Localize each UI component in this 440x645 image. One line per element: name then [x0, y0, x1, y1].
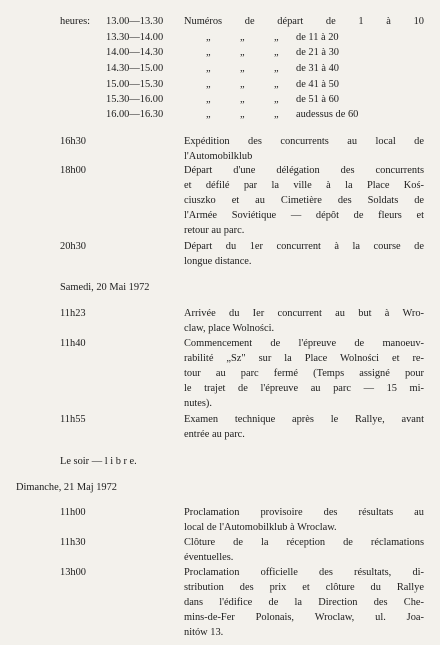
- ditto-mark: „: [240, 94, 245, 105]
- event-time: 11h55: [60, 414, 86, 425]
- departure-time-5: 15.00—15.30: [106, 79, 164, 90]
- departure-range-3: de 21 à 30: [296, 47, 339, 58]
- event-description-line: entrée au parc.: [184, 429, 245, 440]
- day-heading-sunday: Dimanche, 21 Maj 1972: [16, 482, 117, 493]
- departure-range-1: Numéros de départ de 1 à 10: [184, 16, 424, 27]
- heures-label: heures:: [60, 16, 91, 27]
- departure-range-4: de 31 à 40: [296, 63, 339, 74]
- ditto-mark: „: [274, 47, 279, 58]
- event-time: 18h00: [60, 165, 86, 176]
- departure-time-3: 14.00—14.30: [106, 47, 164, 58]
- event-time: 20h30: [60, 241, 86, 252]
- ditto-mark: „: [240, 109, 245, 120]
- ditto-mark: „: [240, 32, 245, 43]
- event-time: 11h00: [60, 507, 86, 518]
- ditto-mark: „: [206, 32, 211, 43]
- departure-range-2: de 11 à 20: [296, 32, 339, 43]
- departure-time-4: 14.30—15.00: [106, 63, 164, 74]
- event-description-line: l'Automobilklub: [184, 151, 253, 162]
- event-description: Clôture de la réception de réclamations: [184, 537, 424, 548]
- event-description-line: local de l'Automobilklub à Wroclaw.: [184, 522, 337, 533]
- event-description-line: nitów 13.: [184, 627, 224, 638]
- ditto-mark: „: [206, 109, 211, 120]
- ditto-mark: „: [206, 47, 211, 58]
- event-description: Commencement de l'épreuve de manoeuv- rabilité „Sz" sur la Place Wolności et re- tour au parc fermé (Temps assigné pour le trajet de l'épreuve au parc — 15 mi-: [184, 338, 424, 394]
- departure-range-6: de 51 à 60: [296, 94, 339, 105]
- ditto-mark: „: [274, 63, 279, 74]
- event-time: 11h40: [60, 338, 86, 349]
- ditto-mark: „: [206, 79, 211, 90]
- event-description: Départ d'une délégation des concurrents et défilé par la ville à la Place Koś- ciuszko et au Cimetière des Soldats de l'Armée Soviétique — dépôt de fleurs et: [184, 165, 424, 221]
- evening-note: Le soir — l i b r e.: [60, 456, 137, 467]
- ditto-mark: „: [240, 63, 245, 74]
- ditto-mark: „: [206, 94, 211, 105]
- day-heading-saturday: Samedi, 20 Mai 1972: [60, 282, 150, 293]
- ditto-mark: „: [240, 79, 245, 90]
- ditto-mark: „: [274, 94, 279, 105]
- event-description-line: retour au parc.: [184, 225, 245, 236]
- departure-range-5: de 41 à 50: [296, 79, 339, 90]
- ditto-mark: „: [206, 63, 211, 74]
- ditto-mark: „: [274, 109, 279, 120]
- event-description-line: éventuelles.: [184, 552, 234, 563]
- event-time: 11h30: [60, 537, 86, 548]
- ditto-mark: „: [274, 32, 279, 43]
- event-description: Examen technique après le Rallye, avant: [184, 414, 424, 425]
- event-description: Proclamation officielle des résultats, di- stribution des prix et clôture du Rallye dans l'édifice de la Direction des Che- mins-de-Fer Polonais, Wroclaw, ul. Joa-: [184, 567, 424, 623]
- event-description-line: longue distance.: [184, 256, 252, 267]
- departure-time-7: 16.00—16.30: [106, 109, 164, 120]
- event-description: Expédition des concurrents au local de: [184, 136, 424, 147]
- event-description-line: claw, place Wolności.: [184, 323, 275, 334]
- ditto-mark: „: [240, 47, 245, 58]
- event-description: Arrivée du Ier concurrent au but à Wro-: [184, 308, 424, 319]
- event-description-line: nutes).: [184, 398, 212, 409]
- event-time: 11h23: [60, 308, 86, 319]
- event-time: 16h30: [60, 136, 86, 147]
- departure-time-6: 15.30—16.00: [106, 94, 164, 105]
- ditto-mark: „: [274, 79, 279, 90]
- event-time: 13h00: [60, 567, 86, 578]
- departure-range-7: audessus de 60: [296, 109, 359, 120]
- event-description: Proclamation provisoire des résultats au: [184, 507, 424, 518]
- departure-time-2: 13.30—14.00: [106, 32, 164, 43]
- departure-time-1: 13.00—13.30: [106, 16, 164, 27]
- event-description: Départ du 1er concurrent à la course de: [184, 241, 424, 252]
